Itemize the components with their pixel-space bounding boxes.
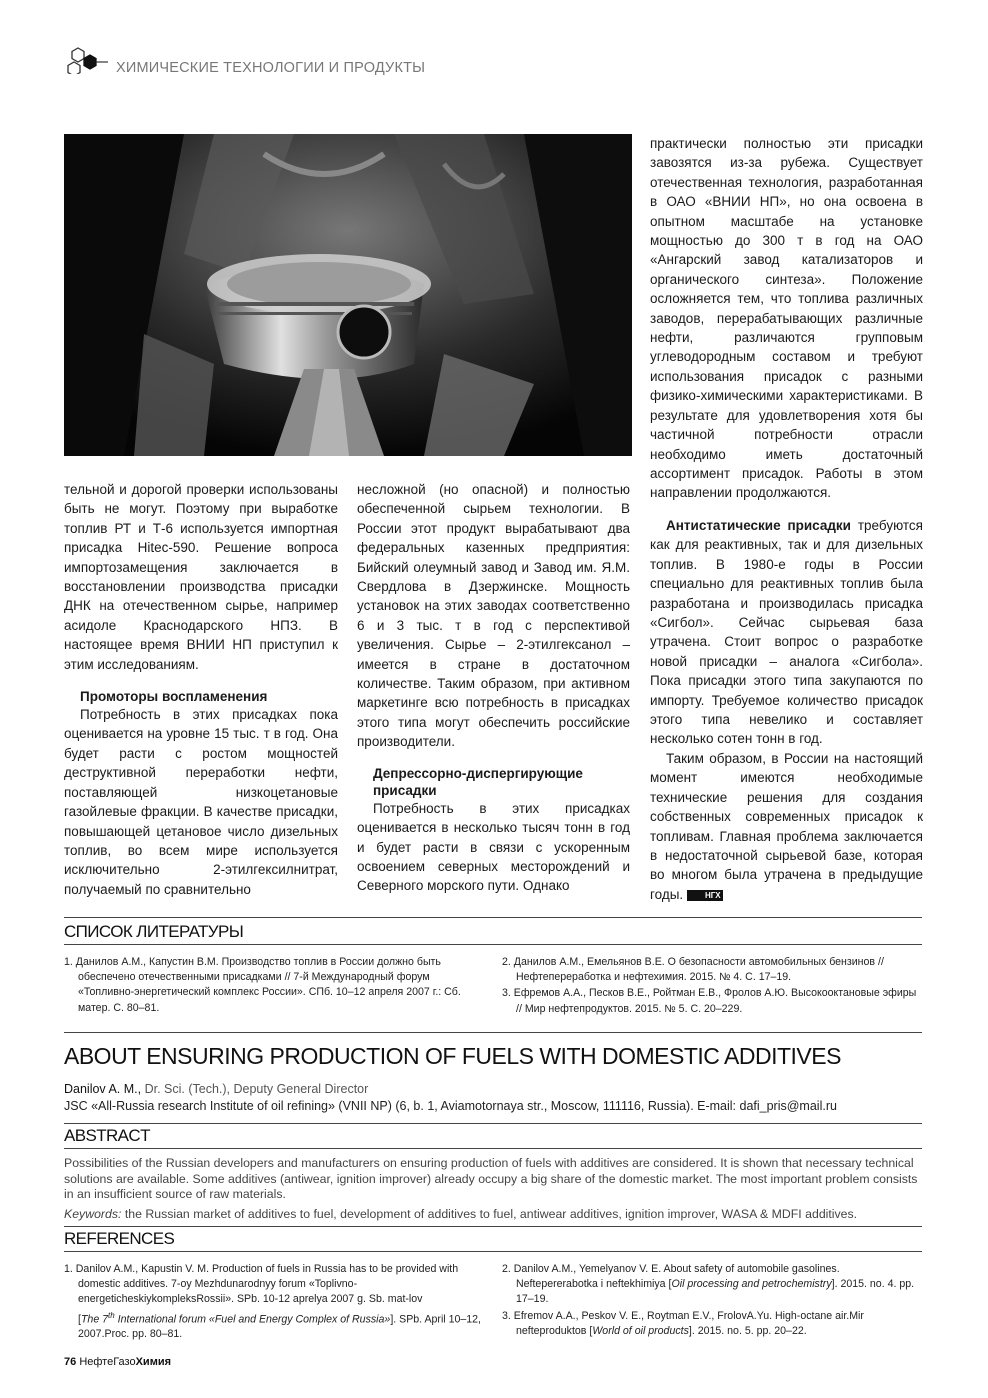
reference-item: 1. Данилов А.М., Капустин В.М. Производство топлив в России должно быть обеспечено отечественными присадками // 7-й Международный форум «Топливно-энергетический комплекс России». СПб. 10–12 апреля 2007 г.: Сб. матер. С. 80–81.: [64, 956, 461, 1014]
molecule-logo-icon: [64, 46, 110, 74]
divider: [64, 944, 922, 945]
reference-item: 1. Danilov A.M., Kapustin V. M. Production of fuels in Russia has to be provided with domestic additives. 7-oy Mezhdunarodnyy forum «Toplivno-energeticheskiykompleksRossii». SPb. 10-12 aprelya 2007 g. Sb. mat-lov [The 7th International forum «Fuel and Energy Complex of Russia»]. SPb. April 10–12, 2007.Proc. pp. 80–81.: [64, 1263, 482, 1341]
divider: [64, 1148, 922, 1149]
subheading-depressant-additives: Депрессорно-диспергирующие присадки: [373, 765, 583, 798]
piston-illustration: [64, 134, 632, 456]
journal-end-mark: НГХ: [687, 890, 723, 901]
references-en-left: [64, 1262, 484, 1344]
paragraph: Антистатические присадки требуются как для реактивных, так и для дизельных топлив. В 1980-е годы в России специально для реактивных топлив была разработана и производилась присадка «Сигбол». Сейчас сырьевая база утрачена. Стоит вопрос о разработке новой присадки – аналога «Сигбола». Пока присадки этого типа закупаются по импорту. Требуемое количество присадок этого типа невелико и составляет несколько сотен тонн в год.: [650, 518, 923, 747]
english-title: ABOUT ENSURING PRODUCTION OF FUELS WITH DOMESTIC ADDITIVES: [64, 1043, 841, 1069]
references-en-right: [502, 1262, 922, 1340]
references-ru-right: [502, 955, 922, 1018]
reference-item: 2. Danilov A.M., Yemelyanov V. E. About safety of automobile gasolines. Neftepererabotka i neftekhimiya [Oil processing and petrochemistry]. 2015. no. 4. pp. 17–19.: [502, 1263, 915, 1306]
subheading-antistatic-additives: Антистатические присадки: [666, 518, 851, 533]
page-number: 76: [64, 1356, 77, 1368]
text-column-2: [357, 480, 630, 896]
divider: [64, 1226, 922, 1227]
abstract-text: Possibilities of the Russian developers and manufacturers on ensuring production of fuels with additives are considered. It is shown that necessary technical solutions are available. Some additives (antiwear, ignition improver) already occupy a big share of the domestic market. The most important problem consists in an insufficient source of raw materials.: [64, 1156, 918, 1202]
reference-item: 3. Efremov A.A., Peskov V. E., Roytman E.V., FrolovA.Yu. High-octane air.Mir nefteproduktoв [World of oil products]. 2015. no. 5. pp. 20–22.: [502, 1309, 864, 1337]
piston-photo: [64, 134, 632, 456]
section-title: ХИМИЧЕСКИЕ ТЕХНОЛОГИИ И ПРОДУКТЫ: [116, 60, 426, 76]
paragraph: практически полностью эти присадки завозятся из-за рубежа. Существует отечественная технология, разработанная в ОАО «ВНИИ НП», но она освоена в опытном масштабе на установке мощностью до 300 т в год на ОАО «Ангарский завод катализаторов и органического синтеза». Положение осложняется тем, что топлива различных заводов, перерабатывающих различные нефти, различаются групповым углеводородным составом и требуют использования присадок с разными физико-химическими характеристиками. В результате для удовлетворения хотя бы частичной потребности отрасли необходимо иметь достаточный ассортимент присадок. Работы в этом направлении продолжаются.: [650, 136, 923, 501]
reference-item: 3. Ефремов А.А., Песков В.Е., Ройтман Е.В., Фролов А.Ю. Высокооктановые эфиры // Мир нефтепродуктов. 2015. № 5. С. 20–229.: [502, 987, 917, 1015]
references-en-title: REFERENCES: [64, 1229, 175, 1248]
journal-name: НефтеГазоХимия: [79, 1356, 172, 1368]
reference-item: 2. Данилов А.М., Емельянов В.Е. О безопасности автомобильных бензинов // Нефтепереработка и нефтехимия. 2015. № 4. С. 17–19.: [502, 956, 884, 984]
paragraph: Потребность в этих присадках оценивается в несколько тысяч тонн в год и будет расти в связи с ускоренным освоением северных месторождений и Северного морского пути. Однако: [357, 800, 630, 894]
references-ru-left: [64, 955, 484, 1017]
running-header: [64, 56, 944, 84]
divider: [64, 917, 922, 918]
text-column-1: [64, 480, 338, 899]
text-column-3: [650, 516, 923, 904]
divider: [64, 1251, 922, 1252]
text-column-3-top: [650, 134, 923, 503]
abstract-title: ABSTRACT: [64, 1126, 150, 1145]
keywords: Keywords: the Russian market of additives to fuel, development of additives to fuel, antiwear additives, ignition improver, WASA & MDFI additives.: [64, 1207, 858, 1221]
paragraph: Таким образом, в России на настоящий момент имеются необходимые технические решения для создания собственных современных присадок к топливам. Главная проблема заключается в недостаточной сырьевой базе, которая во многом была утрачена в предыдущие годы. НГХ: [650, 750, 923, 902]
paragraph: несложной (но опасной) и полностью обеспеченной сырьем технологии. В России этот продукт вырабатывают два федеральных казенных предприятия: Бийский олеумный завод и Завод им. Я.М. Свердлова в Дзержинске. Мощность установок на этих заводах соответственно 6 и 3 тыс. т в год с перспективой увеличения. Сырье – 2-этилгексанол – имеется в стране в достаточном количестве. Таким образом, при активном маркетинге всю потребность в присадках этого типа могут обеспечить российские производители.: [357, 482, 630, 750]
divider: [64, 1032, 922, 1033]
keywords-label: Keywords:: [64, 1207, 122, 1221]
subheading-ignition-promoters: Промоторы воспламенения: [80, 689, 268, 705]
affiliation: JSC «All-Russia research Institute of oil refining» (VNII NP) (6, b. 1, Aviamotornaya str., Moscow, 111116, Russia). E-mail: dafi_pris@mail.ru: [64, 1099, 837, 1113]
author-name: Danilov A. M.,: [64, 1082, 142, 1096]
author-role: Dr. Sci. (Tech.), Deputy General Director: [141, 1082, 369, 1096]
divider: [64, 1123, 922, 1124]
paragraph: Потребность в этих присадках пока оценивается на уровне 15 тыс. т в год. Она будет расти с ростом мощностей деструктивной переработки нефти, поставляющей низкоцетановые газойлевые фракции. В качестве присадки, повышающей цетановое число дизельных топлив, во всем мире используется исключительно 2-этилгексилнитрат, получаемый по сравнительно: [64, 707, 338, 897]
paragraph: тельной и дорогой проверки использованы быть не могут. Поэтому при выработке топлив РТ и Т-6 используется импортная присадка Hitec-590. Решение вопроса импортозамещения заключается в восстановлении производства присадки ДНК на отечественном сырье, например асидоле Краснодарского НПЗ. В настоящее время ВНИИ НП приступил к этим исследованиям.: [64, 482, 338, 672]
references-ru-title: СПИСОК ЛИТЕРАТУРЫ: [64, 922, 244, 941]
page-footer: [64, 1356, 171, 1368]
author-info: [64, 1081, 837, 1115]
